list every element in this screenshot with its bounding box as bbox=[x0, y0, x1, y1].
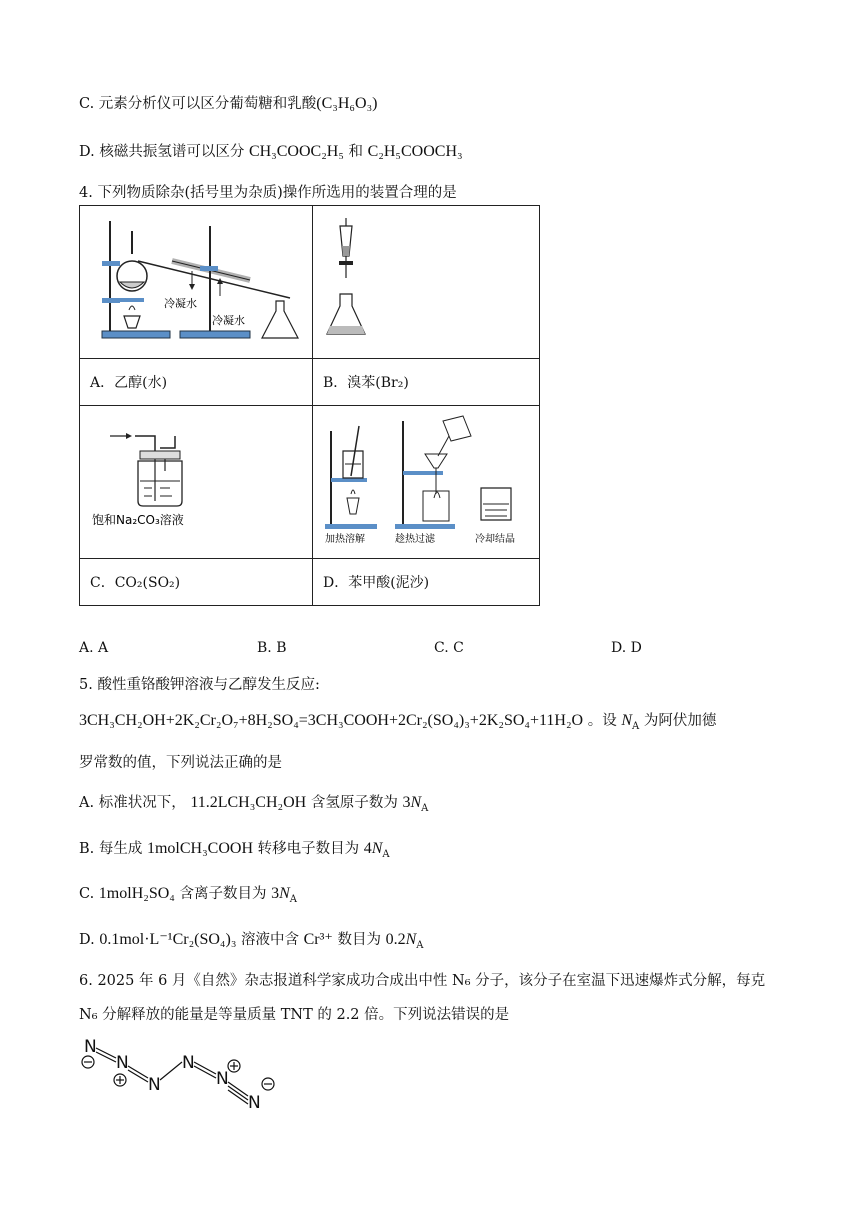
c-img-label: 饱和Na₂CO₃溶液 bbox=[92, 513, 184, 527]
q4-stem: 4. 下列物质除杂(括号里为杂质)操作所选用的装置合理的是 bbox=[79, 185, 457, 201]
q3-option-d bbox=[79, 140, 463, 161]
q5-stem: 5. 酸性重铬酸钾溶液与乙醇发生反应: bbox=[79, 677, 320, 693]
q5-c-na-sub: A bbox=[289, 893, 297, 905]
q5-c-formula: 1molH₂SO₄ bbox=[98, 885, 175, 902]
separatory-funnel-image bbox=[313, 206, 539, 354]
q3-d-formula1: CH₃COOC₂H₅ bbox=[248, 143, 344, 160]
q5-d-mid2: 数目为 bbox=[337, 932, 381, 948]
q5-a-na-sub: A bbox=[421, 802, 429, 814]
q4-cell-d-image bbox=[313, 406, 540, 559]
q5-d-val: 0.2 bbox=[385, 931, 406, 948]
q5-a-mid: 含氢原子数为 bbox=[310, 795, 398, 811]
d-step3: 冷却结晶 bbox=[475, 534, 515, 545]
q4-options-table bbox=[79, 205, 540, 606]
q5-d-formula: 0.1mol·L⁻¹Cr₂(SO₄)₃ bbox=[99, 931, 237, 948]
q4-cell-a-image bbox=[80, 206, 313, 359]
q4-cell-c-image bbox=[80, 406, 313, 559]
q5-na-sub: A bbox=[632, 720, 640, 732]
n6-atom-6: N bbox=[248, 1093, 261, 1113]
q5-d-ion: Cr³⁺ bbox=[303, 931, 333, 948]
q6-stem1: 6. 2025 年 6 月《自然》杂志报道科学家成功合成出中性 N₆ 分子，该分子在室温下迅速爆炸式分解，每克 bbox=[79, 973, 766, 989]
q4-cell-b-image bbox=[313, 206, 540, 359]
n6-atom-3: N bbox=[148, 1075, 161, 1095]
n6-atom-1: N bbox=[84, 1037, 97, 1057]
q4-choice-c[interactable]: C. C bbox=[434, 640, 464, 656]
n6-structure-image bbox=[76, 1032, 286, 1117]
q4-choice-b[interactable]: B. B bbox=[257, 640, 287, 656]
q5-na: N bbox=[621, 712, 632, 729]
d-step2: 趁热过滤 bbox=[395, 534, 435, 545]
q5-option-a bbox=[79, 791, 428, 814]
n6-atom-5: N bbox=[216, 1069, 229, 1089]
q6-stem2: N₆ 分解释放的能量是等量质量 TNT 的 2.2 倍。下列说法错误的是 bbox=[79, 1007, 510, 1023]
recrystallization-steps-image bbox=[313, 406, 539, 554]
a-cond-label2: 冷凝水 bbox=[212, 314, 245, 327]
q5-option-b bbox=[79, 837, 390, 860]
d-step1: 加热溶解 bbox=[325, 534, 365, 545]
distillation-apparatus-image bbox=[80, 206, 312, 354]
q5-d-pre: D. bbox=[79, 932, 95, 948]
q3-d-text: D. 核磁共振氢谱可以区分 bbox=[79, 144, 245, 160]
q4-cell-b-label: B．溴苯(Br₂) bbox=[313, 359, 540, 406]
q5-a-val: 3 bbox=[402, 794, 411, 811]
q4-cell-c-label: C．CO₂(SO₂) bbox=[80, 559, 313, 606]
q3-option-c bbox=[79, 92, 377, 113]
n6-atom-4: N bbox=[182, 1053, 195, 1073]
q5-stem2: 罗常数的值，下列说法正确的是 bbox=[79, 755, 282, 771]
q5-option-d bbox=[79, 928, 424, 951]
q5-d-na: N bbox=[405, 931, 417, 948]
gas-washing-bottle-image bbox=[80, 406, 312, 554]
q5-equation-line bbox=[79, 709, 716, 732]
q5-after-eq: 。设 bbox=[587, 713, 617, 729]
q5-b-val: 4 bbox=[363, 840, 372, 857]
q5-b-mid: 转移电子数目为 bbox=[257, 841, 360, 857]
q3-c-text: C. 元素分析仪可以区分葡萄糖和乳酸 bbox=[79, 96, 317, 112]
q5-a-pre: A. 标准状况下， bbox=[79, 795, 186, 811]
q5-c-na: N bbox=[279, 885, 290, 902]
n6-atom-2: N bbox=[116, 1053, 129, 1073]
q4-choice-d[interactable]: D. D bbox=[611, 640, 642, 656]
q5-equation: 3CH₃CH₂OH+2K₂Cr₂O₇+8H₂SO₄=3CH₃COOH+2Cr₂(SO₄)₃+2K₂SO₄+11H₂O bbox=[79, 712, 584, 729]
q5-d-na-sub: A bbox=[416, 939, 424, 951]
a-cond-label1: 冷凝水 bbox=[164, 297, 197, 310]
q5-a-formula: 11.2LCH₃CH₂OH bbox=[190, 794, 307, 811]
q4-cell-d-label: D．苯甲酸(泥沙) bbox=[313, 559, 540, 606]
q5-option-c bbox=[79, 882, 297, 905]
q5-b-pre: B. 每生成 bbox=[79, 841, 143, 857]
q5-b-formula: 1molCH₃COOH bbox=[146, 840, 254, 857]
q3-d-formula2: C₂H₅COOCH₃ bbox=[367, 143, 463, 160]
q5-after-na: 为阿伏加德 bbox=[643, 713, 717, 729]
q5-b-na: N bbox=[371, 840, 383, 857]
q5-c-mid: 含离子数目为 bbox=[179, 886, 267, 902]
q4-choice-a[interactable]: A. A bbox=[79, 640, 109, 656]
q5-b-na-sub: A bbox=[382, 848, 390, 860]
q5-a-na: N bbox=[410, 794, 422, 811]
q5-c-val: 3 bbox=[271, 885, 280, 902]
q3-d-and: 和 bbox=[348, 144, 364, 160]
q3-c-formula: (C₃H₆O₃) bbox=[316, 95, 378, 112]
q5-d-mid: 溶液中含 bbox=[241, 932, 300, 948]
q4-cell-a-label: A．乙醇(水) bbox=[80, 359, 313, 406]
q5-c-pre: C. bbox=[79, 886, 95, 902]
